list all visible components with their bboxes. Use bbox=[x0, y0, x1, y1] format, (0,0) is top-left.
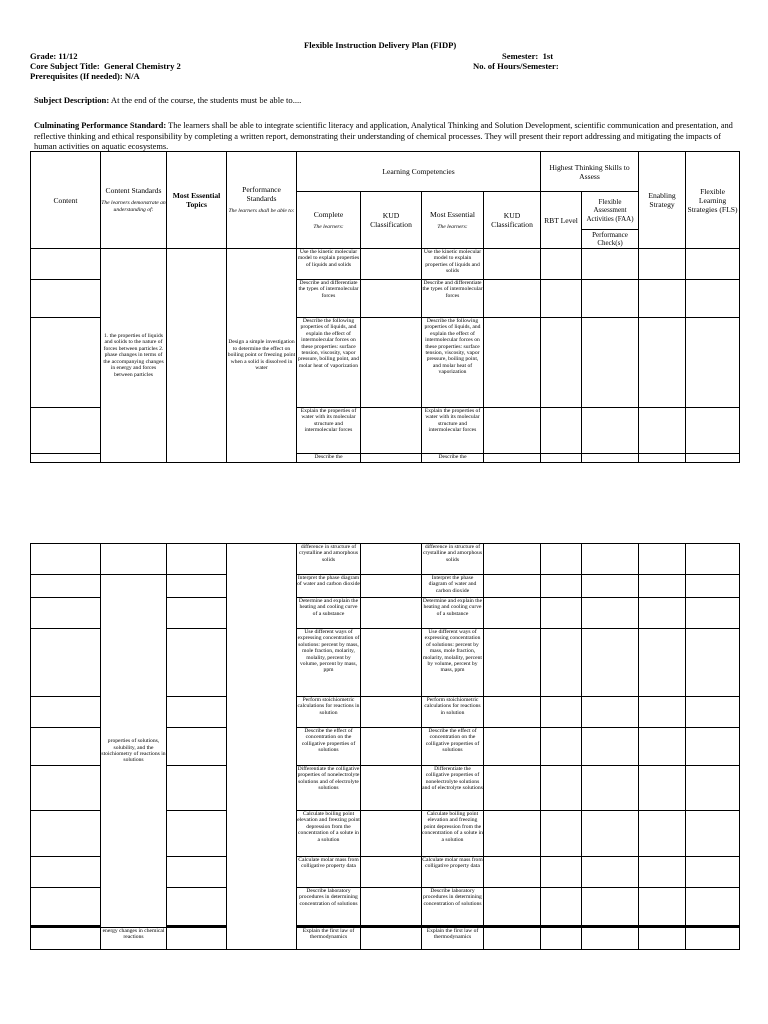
prerequisites-value: N/A bbox=[124, 71, 140, 81]
content-standard-cell bbox=[101, 544, 167, 575]
prerequisites-label: Prerequisites (If needed): bbox=[30, 71, 123, 81]
competency-complete: Differentiate the colligative properties of nonelectrolyte solutions and of electrolyte solutions bbox=[297, 766, 361, 811]
hours-label: No. of Hours/Semester: bbox=[473, 61, 559, 71]
content-cell bbox=[31, 888, 101, 926]
header-learning-competencies: Learning Competencies bbox=[297, 152, 541, 192]
kud-cell bbox=[484, 857, 541, 888]
competency-most-essential: Describe laboratory procedures in determining concentration of solutions bbox=[422, 888, 484, 926]
header-rbt-level: RBT Level bbox=[541, 192, 582, 249]
kud-cell bbox=[484, 280, 541, 318]
faa-cell bbox=[582, 575, 639, 598]
faa-cell bbox=[582, 544, 639, 575]
competency-complete: Calculate molar mass from colligative property data bbox=[297, 857, 361, 888]
competency-most-essential: Describe and differentiate the types of intermolecular forces bbox=[422, 280, 484, 318]
fls-cell bbox=[686, 408, 740, 454]
rbt-cell bbox=[541, 766, 582, 811]
kud-cell bbox=[484, 598, 541, 629]
enabling-cell bbox=[639, 857, 686, 888]
rbt-cell bbox=[541, 629, 582, 697]
rbt-cell bbox=[541, 249, 582, 280]
enabling-cell bbox=[639, 598, 686, 629]
competency-most-essential: Use the kinetic molecular model to explain properties of liquids and solids bbox=[422, 249, 484, 280]
grade-line bbox=[30, 51, 78, 61]
faa-cell bbox=[582, 598, 639, 629]
kud-cell bbox=[361, 629, 422, 697]
header-flexible-assessment-activities: Flexible Assessment Activities (FAA) bbox=[582, 192, 639, 230]
content-cell bbox=[31, 575, 101, 598]
fls-cell bbox=[686, 575, 740, 598]
fidp-table-part-2 bbox=[30, 543, 740, 950]
fls-cell bbox=[686, 598, 740, 629]
kud-cell bbox=[484, 766, 541, 811]
most-essential-topics-cell bbox=[167, 811, 227, 857]
header-content-standards bbox=[101, 152, 167, 249]
most-essential-note: The learners: bbox=[437, 223, 468, 230]
rbt-cell bbox=[541, 811, 582, 857]
culminating-performance-standard bbox=[34, 121, 734, 153]
rbt-cell bbox=[541, 544, 582, 575]
content-cell bbox=[31, 280, 101, 318]
faa-cell bbox=[582, 697, 639, 728]
faa-cell bbox=[582, 928, 639, 950]
table-row bbox=[31, 575, 740, 598]
performance-standards-note: The learners shall be able to: bbox=[228, 208, 295, 215]
performance-standard-cell: Design a simple investigation to determine the effect on boiling point or freezing point when a solid is dissolved in water bbox=[227, 249, 297, 463]
enabling-cell bbox=[639, 280, 686, 318]
content-cell bbox=[31, 728, 101, 766]
kud-cell bbox=[361, 544, 422, 575]
competency-complete: Perform stoichiometric calculations for reactions in solution bbox=[297, 697, 361, 728]
header-content: Content bbox=[31, 152, 101, 249]
kud-cell bbox=[361, 857, 422, 888]
competency-complete: Describe the following properties of liquids, and explain the effect of intermolecular forces on these properties: surface tension, viscosity, vapor pressure, boiling point, and molar heat of vaporization bbox=[297, 318, 361, 408]
header-kud-classification-2: KUD Classification bbox=[484, 192, 541, 249]
kud-cell bbox=[484, 249, 541, 280]
kud-cell bbox=[484, 575, 541, 598]
enabling-cell bbox=[639, 575, 686, 598]
content-cell bbox=[31, 598, 101, 629]
competency-complete: Use the kinetic molecular model to explain properties of liquids and solids bbox=[297, 249, 361, 280]
fls-cell bbox=[686, 454, 740, 463]
most-essential-topics-cell bbox=[167, 728, 227, 766]
rbt-cell bbox=[541, 408, 582, 454]
grade-label: Grade: bbox=[30, 51, 57, 61]
kud-cell bbox=[361, 888, 422, 926]
fls-cell bbox=[686, 857, 740, 888]
header-performance-checks: Performance Check(s) bbox=[582, 230, 639, 249]
kud-cell bbox=[484, 544, 541, 575]
most-essential-topics-cell bbox=[167, 544, 227, 575]
competency-most-essential: Perform stoichiometric calculations for reactions in solution bbox=[422, 697, 484, 728]
kud-cell bbox=[361, 318, 422, 408]
rbt-cell bbox=[541, 928, 582, 950]
kud-cell bbox=[361, 280, 422, 318]
competency-most-essential: Determine and explain the heating and cooling curve of a substance bbox=[422, 598, 484, 629]
header-flexible-learning-strategies: Flexible Learning Strategies (FLS) bbox=[686, 152, 740, 249]
rbt-cell bbox=[541, 280, 582, 318]
fls-cell bbox=[686, 888, 740, 926]
enabling-cell bbox=[639, 318, 686, 408]
fidp-table-part-1 bbox=[30, 151, 740, 463]
cps-value: The learners shall be able to integrate scientific literacy and application, Analytical Thinking and Solution Development, scientific communication and presentation, and reflective thinking and ethical responsibility by completing a written report, demonstrating their understanding of chemical processes. They will present their report addressing and mitigating the impacts of human activities on aquatic ecosystems. bbox=[34, 121, 733, 152]
rbt-cell bbox=[541, 454, 582, 463]
semester-value: 1st bbox=[542, 51, 554, 61]
kud-cell bbox=[361, 575, 422, 598]
kud-cell bbox=[484, 629, 541, 697]
performance-standard-cell bbox=[227, 544, 297, 950]
core-subject-value: General Chemistry 2 bbox=[104, 61, 181, 71]
kud-cell bbox=[361, 408, 422, 454]
most-essential-topics-cell bbox=[167, 629, 227, 697]
kud-cell bbox=[361, 598, 422, 629]
enabling-cell bbox=[639, 811, 686, 857]
content-cell bbox=[31, 857, 101, 888]
kud-cell bbox=[484, 728, 541, 766]
fls-cell bbox=[686, 318, 740, 408]
competency-complete: Determine and explain the heating and cooling curve of a substance bbox=[297, 598, 361, 629]
faa-cell bbox=[582, 249, 639, 280]
core-subject-line bbox=[30, 61, 181, 71]
kud-cell bbox=[361, 811, 422, 857]
enabling-cell bbox=[639, 697, 686, 728]
kud-cell bbox=[361, 928, 422, 950]
fls-cell bbox=[686, 697, 740, 728]
fls-cell bbox=[686, 629, 740, 697]
prerequisites-line bbox=[30, 71, 140, 81]
content-standard-cell: properties of solutions, solubility, and the stoichiometry of reactions in solutions bbox=[101, 575, 167, 928]
faa-cell bbox=[582, 408, 639, 454]
competency-complete: Explain the properties of water with its molecular structure and intermolecular forces bbox=[297, 408, 361, 454]
faa-cell bbox=[582, 888, 639, 926]
enabling-cell bbox=[639, 408, 686, 454]
rbt-cell bbox=[541, 888, 582, 926]
competency-complete: Calculate boiling point elevation and freezing point depression from the concentration of a solute in a solution bbox=[297, 811, 361, 857]
competency-complete: Describe laboratory procedures in determining concentration of solutions bbox=[297, 888, 361, 926]
content-cell bbox=[31, 544, 101, 575]
enabling-cell bbox=[639, 766, 686, 811]
kud-cell bbox=[361, 697, 422, 728]
rbt-cell bbox=[541, 318, 582, 408]
competency-most-essential: Differentiate the colligative properties of nonelectrolyte solutions and of electrolyte solutions bbox=[422, 766, 484, 811]
competency-most-essential: Describe the effect of concentration on the colligative properties of solutions bbox=[422, 728, 484, 766]
complete-note: The learners: bbox=[313, 223, 344, 230]
competency-most-essential: Describe the following properties of liquids, and explain the effect of intermolecular forces on these properties: surface tension, viscosity, vapor pressure, boiling point, and molar heat of vaporization bbox=[422, 318, 484, 408]
kud-cell bbox=[361, 728, 422, 766]
content-cell bbox=[31, 697, 101, 728]
most-essential-topics-cell bbox=[167, 766, 227, 811]
fls-cell bbox=[686, 728, 740, 766]
content-standards-title: Content Standards bbox=[105, 186, 162, 196]
rbt-cell bbox=[541, 575, 582, 598]
faa-cell bbox=[582, 728, 639, 766]
fls-cell bbox=[686, 544, 740, 575]
kud-cell bbox=[484, 318, 541, 408]
subject-description-label: Subject Description: bbox=[34, 95, 110, 105]
content-cell bbox=[31, 318, 101, 408]
enabling-cell bbox=[639, 728, 686, 766]
header-most-essential bbox=[422, 192, 484, 249]
competency-most-essential: Calculate boiling point elevation and freezing point depression from the concentration of a solute in a solution bbox=[422, 811, 484, 857]
semester-line bbox=[502, 51, 553, 61]
fls-cell bbox=[686, 280, 740, 318]
competency-complete: Describe the effect of concentration on the colligative properties of solutions bbox=[297, 728, 361, 766]
table-row bbox=[31, 544, 740, 575]
kud-cell bbox=[484, 454, 541, 463]
rbt-cell bbox=[541, 857, 582, 888]
faa-cell bbox=[582, 857, 639, 888]
content-standard-cell: 1. the properties of liquids and solids to the nature of forces between particles 2. phase changes in terms of the accompanying changes in energy and forces between particles bbox=[101, 249, 167, 463]
competency-most-essential: Use different ways of expressing concentration of solutions: percent by mass, mole fraction, molarity, molality, percent by volume, percent by mass, ppm bbox=[422, 629, 484, 697]
most-essential-topics-cell bbox=[167, 575, 227, 598]
faa-cell bbox=[582, 318, 639, 408]
kud-cell bbox=[484, 811, 541, 857]
table-row bbox=[31, 928, 740, 950]
competency-most-essential: difference in structure of crystalline and amorphous solids bbox=[422, 544, 484, 575]
most-essential-title: Most Essential bbox=[430, 209, 475, 219]
rbt-cell bbox=[541, 598, 582, 629]
content-cell bbox=[31, 408, 101, 454]
competency-complete: Explain the first law of thermodynamics bbox=[297, 928, 361, 950]
competency-most-essential: Describe the bbox=[422, 454, 484, 463]
enabling-cell bbox=[639, 888, 686, 926]
competency-complete: difference in structure of crystalline and amorphous solids bbox=[297, 544, 361, 575]
content-standard-cell: energy changes in chemical reactions bbox=[101, 928, 167, 950]
content-cell bbox=[31, 766, 101, 811]
faa-cell bbox=[582, 766, 639, 811]
faa-cell bbox=[582, 454, 639, 463]
competency-complete: Interpret the phase diagram of water and carbon dioxide bbox=[297, 575, 361, 598]
most-essential-topics-cell bbox=[167, 888, 227, 926]
fls-cell bbox=[686, 811, 740, 857]
fls-cell bbox=[686, 249, 740, 280]
competency-most-essential: Interpret the phase diagram of water and carbon dioxide bbox=[422, 575, 484, 598]
content-standards-note: The learners demonstrate an understanding of: bbox=[101, 200, 166, 213]
rbt-cell bbox=[541, 728, 582, 766]
competency-complete: Describe the bbox=[297, 454, 361, 463]
content-cell bbox=[31, 811, 101, 857]
faa-cell bbox=[582, 280, 639, 318]
header-complete bbox=[297, 192, 361, 249]
kud-cell bbox=[361, 249, 422, 280]
competency-complete: Use different ways of expressing concentration of solutions: percent by mass, mole fraction, molarity, molality, percent by volume, percent by mass, ppm bbox=[297, 629, 361, 697]
cps-label: Culminating Performance Standard: bbox=[34, 121, 167, 130]
content-cell bbox=[31, 249, 101, 280]
kud-cell bbox=[484, 888, 541, 926]
table-row bbox=[31, 249, 740, 280]
competency-most-essential: Explain the properties of water with its molecular structure and intermolecular forces bbox=[422, 408, 484, 454]
subject-description-value: At the end of the course, the students must be able to.... bbox=[110, 95, 302, 105]
kud-cell bbox=[484, 928, 541, 950]
header-kud-classification-1: KUD Classification bbox=[361, 192, 422, 249]
competency-most-essential: Calculate molar mass from colligative property data bbox=[422, 857, 484, 888]
enabling-cell bbox=[639, 629, 686, 697]
most-essential-topics-cell bbox=[167, 598, 227, 629]
enabling-cell bbox=[639, 249, 686, 280]
header-highest-thinking-skills: Highest Thinking Skills to Assess bbox=[541, 152, 639, 192]
most-essential-topics-cell bbox=[167, 697, 227, 728]
content-cell bbox=[31, 928, 101, 950]
kud-cell bbox=[484, 697, 541, 728]
grade-value: 11/12 bbox=[58, 51, 78, 61]
faa-cell bbox=[582, 629, 639, 697]
complete-title: Complete bbox=[313, 209, 344, 219]
kud-cell bbox=[484, 408, 541, 454]
kud-cell bbox=[361, 454, 422, 463]
semester-label: Semester: bbox=[502, 51, 539, 61]
most-essential-topics-cell bbox=[167, 857, 227, 888]
enabling-cell bbox=[639, 544, 686, 575]
most-essential-topics-cell bbox=[167, 249, 227, 463]
fls-cell bbox=[686, 928, 740, 950]
rbt-cell bbox=[541, 697, 582, 728]
header-most-essential-topics: Most Essential Topics bbox=[167, 152, 227, 249]
faa-cell bbox=[582, 811, 639, 857]
fls-cell bbox=[686, 766, 740, 811]
kud-cell bbox=[361, 766, 422, 811]
header-enabling-strategy: Enabling Strategy bbox=[639, 152, 686, 249]
content-cell bbox=[31, 454, 101, 463]
hours-line bbox=[473, 61, 559, 71]
enabling-cell bbox=[639, 454, 686, 463]
enabling-cell bbox=[639, 928, 686, 950]
subject-description bbox=[34, 95, 734, 106]
performance-standards-title: Performance Standards bbox=[242, 185, 281, 204]
document-title: Flexible Instruction Delivery Plan (FIDP) bbox=[304, 40, 457, 50]
header-performance-standards bbox=[227, 152, 297, 249]
competency-complete: Describe and differentiate the types of intermolecular forces bbox=[297, 280, 361, 318]
content-cell bbox=[31, 629, 101, 697]
competency-most-essential: Explain the first law of thermodynamics bbox=[422, 928, 484, 950]
core-subject-label: Core Subject Title: bbox=[30, 61, 100, 71]
most-essential-topics-cell bbox=[167, 928, 227, 950]
